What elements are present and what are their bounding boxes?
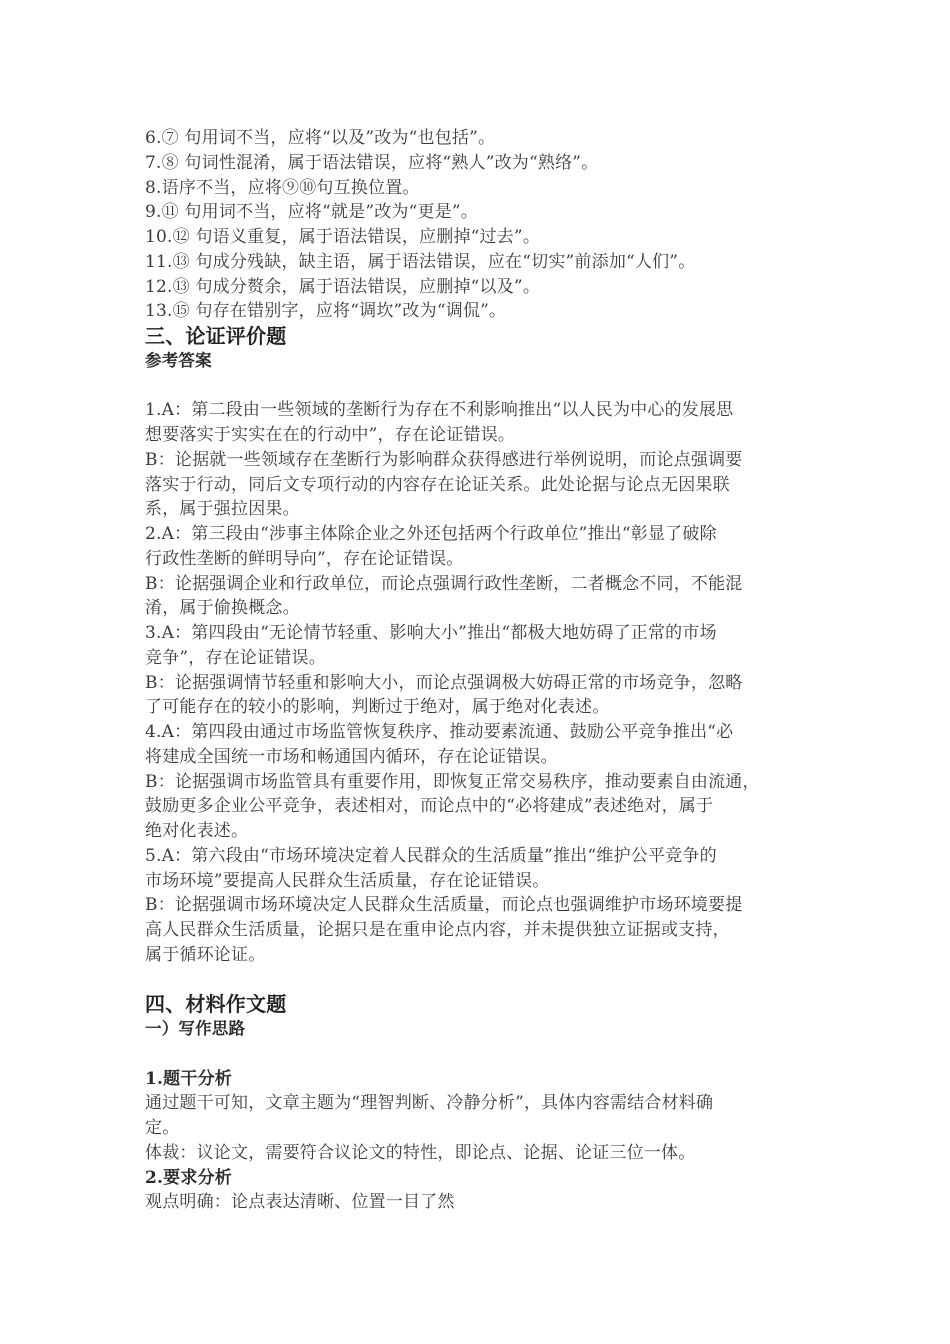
text-line xyxy=(145,1042,825,1067)
text-line: 参考答案 xyxy=(145,350,212,370)
text-line: 6.⑦ 句用词不当，应将“以及”改为“也包括”。 xyxy=(145,128,496,148)
text-line: 落实于行动，同后文专项行动的内容存在论证关系。此处论据与论点无因果联 xyxy=(145,474,730,495)
text-line: 10.⑫ 句语义重复，属于语法错误，应删掉“过去”。 xyxy=(145,227,541,247)
text-line: 2.A：第三段由“涉事主体除企业之外还包括两个行政单位”推出“彰显了破除 xyxy=(145,524,717,544)
text-line: 淆，属于偷换概念。 xyxy=(145,598,300,619)
paragraph xyxy=(145,448,825,522)
text-line: 13.⑮ 句存在错别字，应将“调坎”改为“调侃”。 xyxy=(145,301,507,322)
subsection-heading xyxy=(145,1017,825,1042)
text-line: 8.语序不当，应将⑨⑩句互换位置。 xyxy=(145,177,420,198)
paragraph xyxy=(145,398,825,448)
paragraph xyxy=(145,275,825,300)
text-line: 三、论证评价题 xyxy=(145,324,287,348)
text-line: 5.A：第六段由“市场环境决定着人民群众的生活质量”推出“维护公平竞争的 xyxy=(145,845,717,866)
paragraph xyxy=(145,844,825,894)
text-line: 11.⑬ 句成分残缺，缺主语，属于语法错误，应在“切实”前添加“人们”。 xyxy=(145,251,696,272)
section-heading xyxy=(145,992,825,1017)
text-line: 体裁：议论文，需要符合议论文的特性，即论点、论据、论证三位一体。 xyxy=(145,1142,696,1163)
text-line: B：论据强调情节轻重和影响大小，而论点强调极大妨碍正常的市场竞争，忽略 xyxy=(145,672,743,693)
paragraph xyxy=(145,1141,825,1166)
text-line: 一）写作思路 xyxy=(145,1019,246,1038)
document-page xyxy=(145,126,825,1215)
text-line: B：论据强调企业和行政单位，而论点强调行政性垄断，二者概念不同，不能混 xyxy=(145,573,743,594)
paragraph xyxy=(145,176,825,201)
text-line: B：论据就一些领域存在垄断行为影响群众获得感进行举例说明，而论点强调要 xyxy=(145,449,743,470)
paragraph xyxy=(145,200,825,225)
text-line: 3.A：第四段由“无论情节轻重、影响大小”推出“都极大地妨碍了正常的市场 xyxy=(145,623,717,643)
section-heading xyxy=(145,324,825,349)
item-heading xyxy=(145,1166,825,1191)
text-line: 了可能存在的较小的影响，判断过于绝对，属于绝对化表述。 xyxy=(145,697,610,718)
blank-line xyxy=(145,968,825,993)
paragraph xyxy=(145,572,825,622)
text-line xyxy=(145,374,825,399)
text-line: 绝对化表述。 xyxy=(145,821,249,841)
text-line: 定。 xyxy=(145,1118,180,1138)
paragraph xyxy=(145,621,825,671)
text-line: 高人民群众生活质量，论据只是在重申论点内容，并未提供独立证据或支持， xyxy=(145,920,730,940)
text-line: 市场环境”要提高人民群众生活质量，存在论证错误。 xyxy=(145,870,550,891)
paragraph xyxy=(145,225,825,250)
paragraph xyxy=(145,126,825,151)
paragraph xyxy=(145,299,825,324)
paragraph xyxy=(145,522,825,572)
text-line: 属于循环论证。 xyxy=(145,944,266,965)
text-line: 四、材料作文题 xyxy=(145,992,287,1017)
item-heading xyxy=(145,1067,825,1092)
text-line: 竞争”，存在论证错误。 xyxy=(145,647,326,668)
text-line: 4.A：第四段由通过市场监管恢复秩序、推动要素流通、鼓励公平竞争推出“必 xyxy=(145,722,734,742)
blank-line xyxy=(145,1042,825,1067)
paragraph xyxy=(145,151,825,176)
text-line: 1.A：第二段由一些领域的垄断行为存在不利影响推出“以人民为中心的发展思 xyxy=(145,400,734,421)
text-line: 鼓励更多企业公平竞争，表述相对，而论点中的“必将建成”表述绝对，属于 xyxy=(145,796,714,817)
text-line: 12.⑬ 句成分赘余，属于语法错误，应删掉“以及”。 xyxy=(145,276,541,297)
paragraph xyxy=(145,770,825,844)
text-line: 将建成全国统一市场和畅通国内循环，存在论证错误。 xyxy=(145,746,558,767)
text-line: 7.⑧ 句词性混淆，属于语法错误，应将“熟人”改为“熟络”。 xyxy=(145,152,599,173)
paragraph xyxy=(145,893,825,967)
blank-line xyxy=(145,374,825,399)
text-line xyxy=(145,968,825,993)
text-line: 系，属于强拉因果。 xyxy=(145,499,300,520)
text-line: 2.要求分析 xyxy=(145,1167,232,1188)
text-line: 通过题干可知，文章主题为“理智判断、冷静分析”，具体内容需结合材料确 xyxy=(145,1093,714,1114)
text-line: B：论据强调市场监管具有重要作用，即恢复正常交易秩序，推动要素自由流通， xyxy=(145,771,760,792)
text-line: 9.⑪ 句用词不当，应将“就是”改为“更是”。 xyxy=(145,202,478,223)
subsection-heading xyxy=(145,349,825,374)
text-line: 1.题干分析 xyxy=(145,1068,232,1089)
text-line: 想要落实于实实在在的行动中”，存在论证错误。 xyxy=(145,425,516,445)
paragraph xyxy=(145,1190,825,1215)
paragraph xyxy=(145,671,825,721)
text-line: B：论据强调市场环境决定人民群众生活质量，而论点也强调维护市场环境要提 xyxy=(145,895,743,916)
text-line: 观点明确：论点表达清晰、位置一目了然 xyxy=(145,1192,455,1213)
paragraph xyxy=(145,720,825,770)
text-line: 行政性垄断的鲜明导向”，存在论证错误。 xyxy=(145,548,464,569)
paragraph xyxy=(145,250,825,275)
paragraph xyxy=(145,1091,825,1141)
